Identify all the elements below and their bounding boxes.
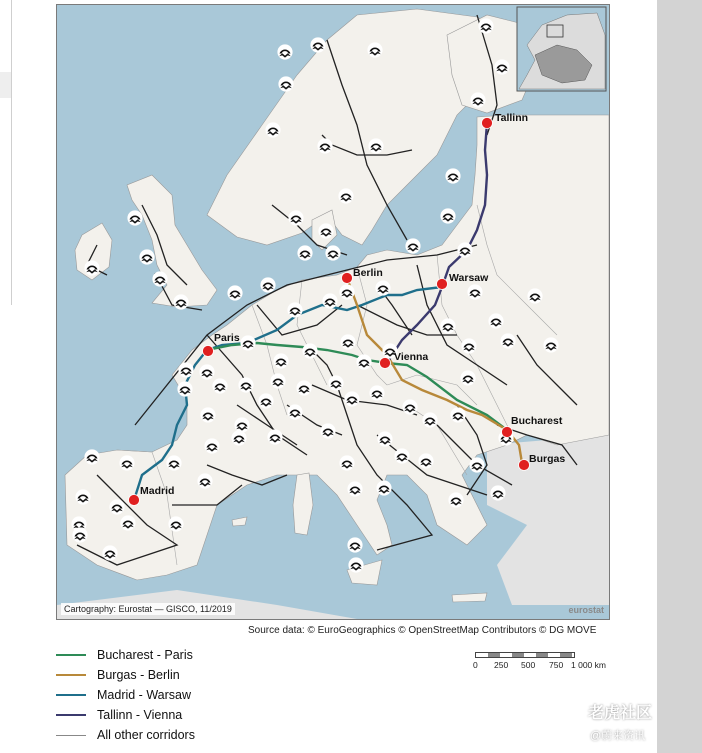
legend-swatch: [56, 694, 86, 696]
charging-station-icon: [494, 59, 509, 74]
scale-tick: 500: [521, 660, 536, 670]
charging-station-icon: [177, 381, 192, 396]
source-text: Source data: © EuroGeographics © OpenStreetMap Contributors © DG MOVE: [248, 625, 597, 636]
page-gutter: [657, 0, 702, 753]
city-label-vienna: Vienna: [394, 351, 429, 363]
city-dot-vienna: [380, 358, 391, 369]
charging-station-icon: [368, 138, 383, 153]
charging-station-icon: [348, 557, 363, 572]
legend-label: Bucharest - Paris: [97, 648, 193, 662]
charging-station-icon: [377, 431, 392, 446]
city-label-tallinn: Tallinn: [495, 112, 529, 124]
charging-station-icon: [152, 271, 167, 286]
charging-station-icon: [467, 284, 482, 299]
land-balearic: [232, 517, 247, 526]
charging-station-icon: [127, 210, 142, 225]
legend-item: [56, 645, 195, 665]
charging-station-icon: [270, 373, 285, 388]
charging-station-icon: [287, 404, 302, 419]
charging-station-icon: [317, 138, 332, 153]
city-label-warsaw: Warsaw: [449, 272, 489, 284]
legend-item: [56, 705, 195, 725]
charging-station-icon: [469, 457, 484, 472]
charging-station-icon: [457, 242, 472, 257]
legend-swatch: [56, 654, 86, 656]
charging-station-icon: [339, 284, 354, 299]
map-canvas: [57, 5, 609, 619]
charging-station-icon: [527, 288, 542, 303]
charging-station-icon: [328, 375, 343, 390]
charging-station-icon: [302, 343, 317, 358]
legend-label: Burgas - Berlin: [97, 668, 180, 682]
watermark-handle: @蔚来资讯: [590, 730, 646, 742]
charging-station-icon: [339, 455, 354, 470]
charging-station-icon: [288, 210, 303, 225]
charging-station-icon: [318, 223, 333, 238]
charging-station-icon: [347, 481, 362, 496]
charging-station-icon: [296, 380, 311, 395]
charging-station-icon: [199, 364, 214, 379]
scale-tick: 1 000 km: [571, 660, 606, 670]
charging-station-icon: [402, 399, 417, 414]
charging-station-icon: [267, 429, 282, 444]
charging-station-icon: [119, 455, 134, 470]
map-credit: Cartography: Eurostat — GISCO, 11/2019: [61, 603, 235, 615]
charging-station-icon: [322, 293, 337, 308]
charging-station-icon: [277, 44, 292, 59]
city-label-berlin: Berlin: [353, 267, 383, 279]
scale-tick: 250: [494, 660, 509, 670]
charging-station-icon: [173, 294, 188, 309]
side-panel-edge: [0, 0, 12, 305]
charging-station-icon: [212, 378, 227, 393]
land-sardinia: [293, 473, 313, 535]
charging-station-icon: [197, 473, 212, 488]
legend: [56, 645, 195, 745]
charging-station-icon: [367, 42, 382, 57]
charging-station-icon: [356, 354, 371, 369]
eurostat-logo: eurostat: [568, 605, 604, 615]
city-dot-bucharest: [502, 427, 513, 438]
charging-station-icon: [500, 333, 515, 348]
charging-station-icon: [166, 455, 181, 470]
city-dot-tallinn: [482, 118, 493, 129]
charging-station-icon: [338, 188, 353, 203]
charging-station-icon: [478, 18, 493, 33]
charging-station-icon: [461, 338, 476, 353]
city-dot-burgas: [519, 460, 530, 471]
charging-station-icon: [84, 449, 99, 464]
charging-station-icon: [347, 537, 362, 552]
charging-station-icon: [340, 334, 355, 349]
charging-station-icon: [265, 122, 280, 137]
charging-station-icon: [440, 318, 455, 333]
charging-station-icon: [375, 280, 390, 295]
charging-station-icon: [204, 438, 219, 453]
legend-label: Madrid - Warsaw: [97, 688, 191, 702]
charging-station-icon: [84, 260, 99, 275]
city-dot-madrid: [129, 495, 140, 506]
city-label-burgas: Burgas: [529, 453, 566, 465]
charging-station-icon: [448, 492, 463, 507]
charging-station-icon: [168, 516, 183, 531]
legend-item: [56, 685, 195, 705]
legend-swatch: [56, 735, 86, 736]
charging-station-icon: [120, 515, 135, 530]
charging-station-icon: [394, 448, 409, 463]
charging-station-icon: [234, 417, 249, 432]
city-dot-paris: [203, 346, 214, 357]
charging-station-icon: [240, 335, 255, 350]
land-crete: [452, 593, 487, 602]
charging-station-icon: [490, 485, 505, 500]
scale-bar-graphic: [475, 652, 575, 658]
europe-corridor-map[interactable]: [56, 4, 610, 620]
legend-label: Tallinn - Vienna: [97, 708, 183, 722]
legend-item: [56, 665, 195, 685]
charging-station-icon: [320, 423, 335, 438]
charging-station-icon: [376, 480, 391, 495]
city-dot-berlin: [342, 273, 353, 284]
charging-station-icon: [405, 238, 420, 253]
charging-station-icon: [109, 499, 124, 514]
side-panel-tab: [0, 72, 11, 98]
city-dot-warsaw: [437, 279, 448, 290]
charging-station-icon: [231, 430, 246, 445]
charging-station-icon: [450, 407, 465, 422]
city-label-madrid: Madrid: [140, 485, 175, 497]
charging-station-icon: [325, 245, 340, 260]
charging-station-icon: [422, 412, 437, 427]
charging-station-icon: [470, 92, 485, 107]
charging-station-icon: [440, 208, 455, 223]
charging-station-icon: [310, 37, 325, 52]
charging-station-icon: [344, 391, 359, 406]
legend-label: All other corridors: [97, 728, 195, 742]
watermark: 老虎社区: [588, 705, 653, 722]
legend-swatch: [56, 674, 86, 676]
scale-bar: [472, 650, 612, 674]
charging-station-icon: [273, 353, 288, 368]
legend-swatch: [56, 714, 86, 716]
locator-inset: [517, 7, 606, 91]
charging-station-icon: [102, 545, 117, 560]
charging-station-icon: [543, 337, 558, 352]
charging-station-icon: [72, 527, 87, 542]
scale-tick: 750: [549, 660, 564, 670]
land-britain: [127, 175, 217, 307]
charging-station-icon: [139, 249, 154, 264]
city-label-bucharest: Bucharest: [511, 415, 563, 427]
charging-station-icon: [488, 313, 503, 328]
charging-station-icon: [418, 453, 433, 468]
charging-station-icon: [200, 407, 215, 422]
legend-item: [56, 725, 195, 745]
charging-station-icon: [278, 76, 293, 91]
charging-station-icon: [75, 489, 90, 504]
charging-station-icon: [445, 168, 460, 183]
charging-station-icon: [260, 277, 275, 292]
charging-station-icon: [227, 285, 242, 300]
charging-station-icon: [178, 362, 193, 377]
charging-station-icon: [460, 370, 475, 385]
charging-station-icon: [258, 393, 273, 408]
charging-station-icon: [369, 385, 384, 400]
charging-station-icon: [297, 245, 312, 260]
charging-station-icon: [238, 377, 253, 392]
scale-tick: 0: [473, 660, 478, 670]
city-label-paris: Paris: [214, 332, 240, 344]
charging-station-icon: [287, 302, 302, 317]
